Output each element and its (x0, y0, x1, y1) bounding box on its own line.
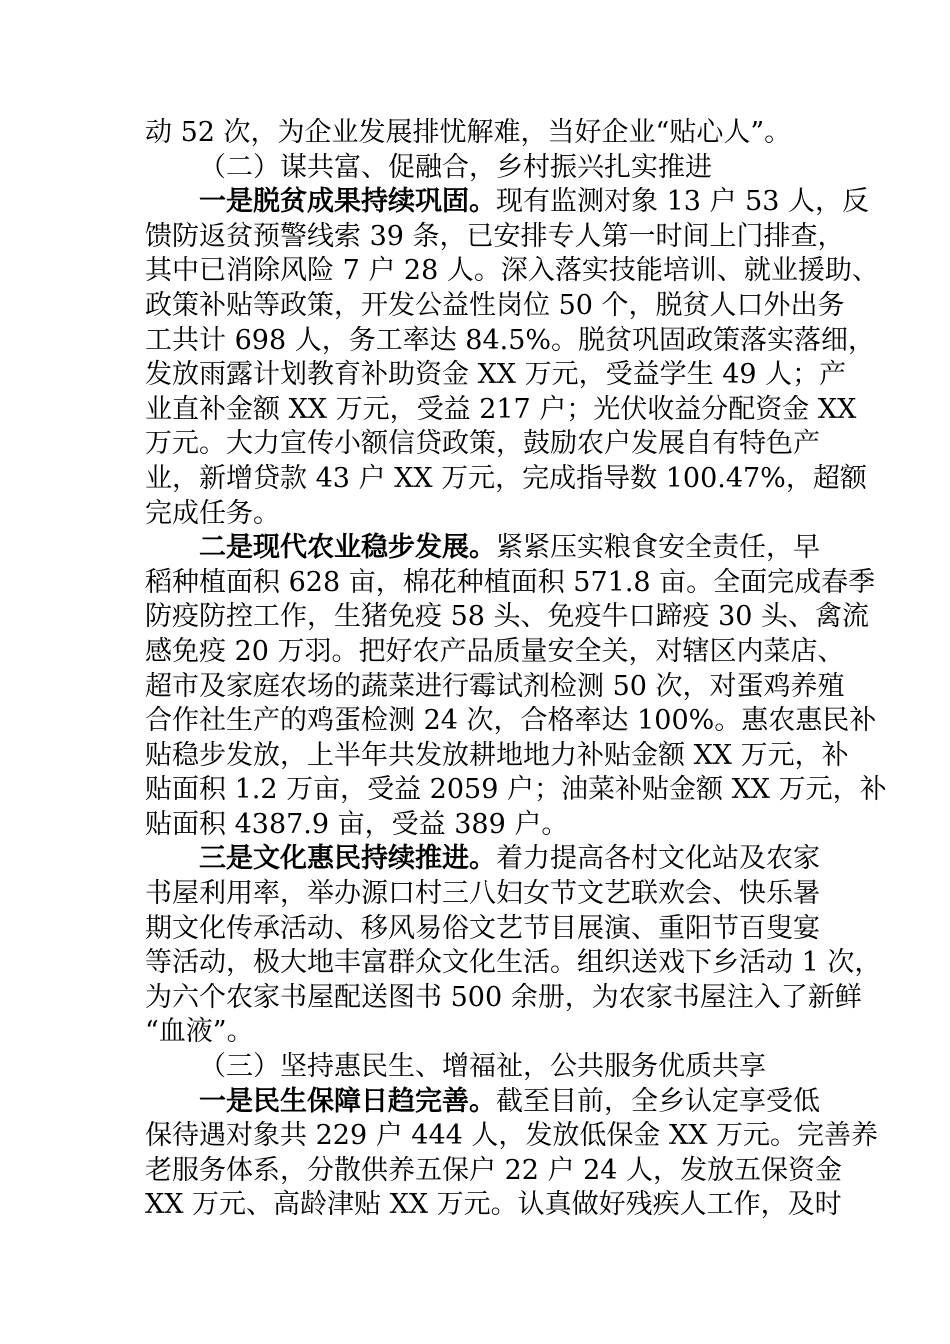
line-text: 老服务体系，分散供养五保户 22 户 24 人，发放五保资金 (145, 1154, 843, 1186)
line-text: XX 万元、高龄津贴 XX 万元。认真做好残疾人工作，及时 (145, 1189, 842, 1221)
paragraph-first-line (145, 185, 870, 220)
paragraph-line (145, 1154, 843, 1189)
line-text: 发放雨露计划教育补助资金 XX 万元，受益学生 49 人；产 (145, 359, 847, 391)
line-text: 贴面积 1.2 万亩，受益 2059 户；油菜补贴金额 XX 万元，补 (145, 774, 887, 806)
line-text: 合作社生产的鸡蛋检测 24 次，合格率达 100%。惠农惠民补 (145, 705, 877, 737)
paragraph-line (145, 877, 820, 912)
line-text: 其中已消除风险 7 户 28 人。深入落实技能培训、就业援助、 (145, 255, 879, 287)
line-text: “血液”。 (145, 1016, 254, 1048)
line-text: 动 52 次，为企业发展排忧解难，当好企业“贴心人”。 (145, 117, 792, 148)
line-text: （三）坚持惠民生、增福祉，公共服务优质共享 (199, 1051, 766, 1083)
paragraph-lead: 二是现代农业稳步发展。 (199, 532, 496, 564)
line-text: 书屋利用率，举办源口村三八妇女节文艺联欢会、快乐暑 (145, 878, 820, 910)
paragraph-last-line (145, 497, 809, 532)
line-text: 截至目前，全乡认定享受低 (496, 1085, 820, 1117)
line-text: （二）谋共富、促融合，乡村振兴扎实推进 (199, 151, 712, 183)
paragraph-last-line (145, 808, 809, 843)
paragraph-first-line (145, 842, 820, 877)
line-text: 为六个农家书屋配送图书 500 余册，为农家书屋注入了新鲜 (145, 981, 862, 1013)
paragraph-first-line (145, 1085, 820, 1120)
paragraph-line (145, 1188, 842, 1223)
line-text: 稻种植面积 628 亩，棉花种植面积 571.8 亩。全面完成春季 (145, 566, 876, 598)
paragraph-line (145, 427, 820, 462)
paragraph-lead: 三是文化惠民持续推进。 (199, 843, 496, 875)
paragraph-first-line (145, 531, 820, 566)
paragraph-line (145, 289, 845, 324)
paragraph-line (145, 739, 849, 774)
line-text: 超市及家庭农场的蔬菜进行霉试剂检测 50 次，对蛋鸡养殖 (145, 670, 845, 702)
line-text: 业，新增贷款 43 户 XX 万元，完成指导数 100.47%，超额 (145, 462, 867, 494)
paragraph-line (145, 254, 879, 289)
line-text: 保待遇对象共 229 户 444 人，发放低保金 XX 万元。完善养 (145, 1120, 879, 1152)
line-text: 等活动，极大地丰富群众文化生活。组织送戏下乡活动 1 次， (145, 947, 882, 979)
line-text: 贴面积 4387.9 亩，受益 389 户。 (145, 808, 569, 840)
line-text: 万元。大力宣传小额信贷政策，鼓励农户发展自有特色产 (145, 428, 820, 460)
line-text: 现有监测对象 13 户 53 人，反 (496, 186, 870, 218)
paragraph-line (145, 981, 862, 1016)
line-text: 感免疫 20 万羽。把好农产品质量安全关，对辖区内菜店、 (145, 635, 845, 667)
line-text: 着力提高各村文化站及农家 (496, 843, 820, 875)
paragraph-lead: 一是脱贫成果持续巩固。 (199, 186, 496, 218)
paragraph-line (145, 946, 882, 981)
paragraph-last-line (145, 1015, 809, 1050)
section-heading (145, 151, 809, 186)
line-text: 防疫防控工作，生猪免疫 58 头、免疫牛口蹄疫 30 头、禽流 (145, 601, 870, 633)
paragraph-line (145, 358, 847, 393)
paragraph-line (145, 635, 845, 670)
paragraph-line (145, 773, 887, 808)
line-text: 期文化传承活动、移风易俗文艺节目展演、重阳节百叟宴 (145, 912, 820, 944)
line-text: 完成任务。 (145, 497, 280, 529)
line-text: 业直补金额 XX 万元，受益 217 户；光伏收益分配资金 XX (145, 393, 857, 425)
paragraph-line (145, 1119, 879, 1154)
paragraph-line (145, 600, 870, 635)
paragraph-last-line (145, 116, 809, 151)
paragraph-line (145, 220, 845, 255)
line-text: 工共计 698 人，务工率达 84.5%。脱贫巩固政策落实落细， (145, 324, 876, 356)
paragraph-line (145, 393, 857, 428)
document-page (145, 116, 887, 1223)
paragraph-line (145, 324, 876, 359)
line-text: 馈防返贫预警线索 39 条，已安排专人第一时间上门排查， (145, 220, 845, 252)
paragraph-line (145, 704, 877, 739)
paragraph-line (145, 912, 820, 947)
paragraph-line (145, 566, 876, 601)
paragraph-line (145, 462, 867, 497)
section-heading (145, 1050, 809, 1085)
line-text: 紧紧压实粮食安全责任，早 (496, 532, 820, 564)
line-text: 政策补贴等政策，开发公益性岗位 50 个，脱贫人口外出务 (145, 289, 845, 321)
line-text: 贴稳步发放，上半年共发放耕地地力补贴金额 XX 万元，补 (145, 739, 849, 771)
paragraph-lead: 一是民生保障日趋完善。 (199, 1085, 496, 1117)
paragraph-line (145, 670, 845, 705)
